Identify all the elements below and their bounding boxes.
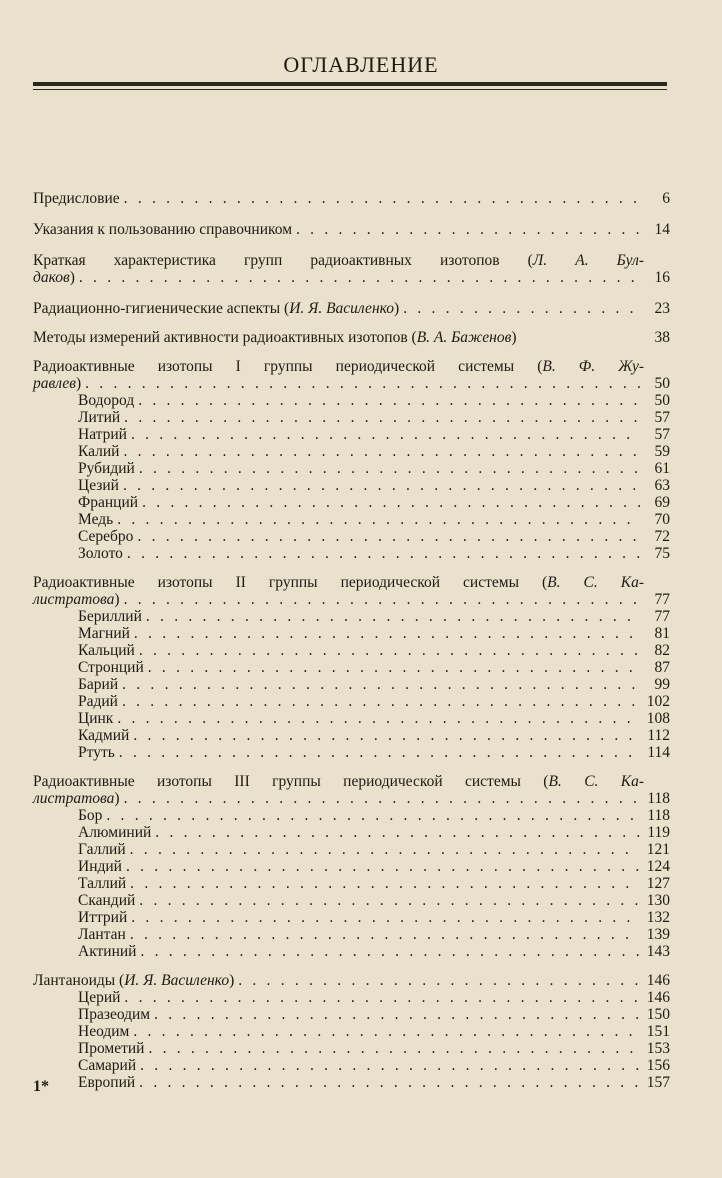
toc-entry-title-line1: Радиоактивные изотопы I группы периодической системы (В. Ф. Жу-: [33, 358, 645, 375]
toc-entry-usage-notes[interactable]: [33, 221, 670, 238]
toc-entry-group-1[interactable]: [33, 358, 670, 562]
page-number: 118: [647, 790, 670, 807]
toc-entry-group-2[interactable]: [33, 574, 670, 761]
subentry-list: [33, 392, 670, 562]
toc-subentry[interactable]: Таллий . . . 127: [33, 875, 670, 892]
toc-subentry[interactable]: Галлий . . . 121: [33, 841, 670, 858]
table-of-contents: [33, 190, 670, 1091]
toc-subentry[interactable]: Кадмий . . . 112: [33, 727, 670, 744]
toc-entry-preface[interactable]: [33, 190, 670, 207]
toc-entry-title: Радиационно-гигиенические аспекты (И. Я. Василенко): [33, 300, 400, 317]
leader-dots: [85, 375, 640, 392]
page-number: 14: [654, 221, 670, 238]
toc-subentry[interactable]: Бор . . . 118: [33, 807, 670, 824]
toc-entry-title-line2: листратова): [33, 591, 120, 608]
title-rule-thin: [33, 89, 667, 90]
page-number: 16: [654, 269, 670, 286]
page-number: 23: [654, 300, 670, 317]
toc-subentry[interactable]: Стронций . . . 87: [33, 659, 670, 676]
toc-entry-group-3[interactable]: [33, 773, 670, 960]
toc-subentry[interactable]: Калий . . . 59: [33, 443, 670, 460]
toc-subentry[interactable]: Франций . . . 69: [33, 494, 670, 511]
leader-dots: [79, 269, 640, 286]
toc-subentry[interactable]: Алюминий . . . 119: [33, 824, 670, 841]
toc-entry-title-line1: Радиоактивные изотопы II группы периодической системы (В. С. Ка-: [33, 574, 644, 591]
toc-entry-title: Лантаноиды (И. Я. Василенко): [33, 972, 235, 989]
leader-dots: [403, 300, 640, 317]
page-number: 146: [646, 972, 670, 989]
toc-subentry[interactable]: Празеодим . . . 150: [33, 1006, 670, 1023]
leader-dots: [124, 591, 640, 608]
toc-subentry[interactable]: Актиний . . . 143: [33, 943, 670, 960]
page-number: 77: [654, 591, 670, 608]
toc-entry-title: Указания к пользованию справочником: [33, 221, 293, 238]
page-number: 38: [654, 329, 670, 346]
toc-subentry[interactable]: Иттрий . . . 132: [33, 909, 670, 926]
toc-subentry[interactable]: Натрий . . . 57: [33, 426, 670, 443]
toc-entry-title-line2: листратова): [33, 790, 120, 807]
page-title: ОГЛАВЛЕНИЕ: [283, 52, 439, 77]
toc-subentry[interactable]: Цезий . . . 63: [33, 477, 670, 494]
toc-subentry[interactable]: Самарий . . . 156: [33, 1057, 670, 1074]
toc-subentry[interactable]: Барий . . . 99: [33, 676, 670, 693]
toc-subentry[interactable]: Магний . . . 81: [33, 625, 670, 642]
toc-subentry[interactable]: Индий . . . 124: [33, 858, 670, 875]
toc-subentry[interactable]: Цинк . . . 108: [33, 710, 670, 727]
toc-entry-title-line2: равлев): [33, 375, 82, 392]
leader-dots: [296, 221, 640, 238]
toc-entry-title-line2: даков): [33, 269, 75, 286]
page-number: 50: [654, 375, 670, 392]
toc-subentry[interactable]: Европий . . . 157: [33, 1074, 670, 1091]
toc-subentry[interactable]: Неодим . . . 151: [33, 1023, 670, 1040]
toc-subentry[interactable]: Литий . . . 57: [33, 409, 670, 426]
signature-mark: 1*: [33, 1078, 49, 1095]
toc-subentry[interactable]: Рубидий . . . 61: [33, 460, 670, 477]
toc-entry-isotope-groups[interactable]: [33, 252, 670, 286]
toc-entry-lanthanides[interactable]: [33, 972, 670, 1091]
leader-dots: [124, 790, 640, 807]
toc-subentry[interactable]: Кальций . . . 82: [33, 642, 670, 659]
leader-dots: [124, 190, 640, 207]
toc-subentry[interactable]: Церий . . . 146: [33, 989, 670, 1006]
toc-subentry[interactable]: Радий . . . 102: [33, 693, 670, 710]
toc-subentry[interactable]: Бериллий . . . 77: [33, 608, 670, 625]
subentry-list: [33, 807, 670, 960]
subentry-list: [33, 608, 670, 761]
leader-dots: [238, 972, 640, 989]
page-number: 6: [662, 190, 670, 207]
toc-entry-measurement-methods[interactable]: [33, 329, 670, 346]
title-rule-thick: [33, 82, 667, 86]
toc-entry-title: Методы измерений активности радиоактивных изотопов (В. А. Баженов): [33, 329, 517, 346]
toc-subentry[interactable]: Золото . . . 75: [33, 545, 670, 562]
subentry-list: [33, 989, 670, 1091]
toc-subentry[interactable]: Водород . . . 50: [33, 392, 670, 409]
toc-entry-title-line1: Радиоактивные изотопы III группы периодической системы (В. С. Ка-: [33, 773, 644, 790]
toc-subentry[interactable]: Скандий . . . 130: [33, 892, 670, 909]
toc-subentry[interactable]: Ртуть . . . 114: [33, 744, 670, 761]
toc-subentry[interactable]: Прометий . . . 153: [33, 1040, 670, 1057]
toc-entry-hygiene[interactable]: [33, 300, 670, 317]
toc-subentry[interactable]: Медь . . . 70: [33, 511, 670, 528]
toc-subentry[interactable]: Серебро . . . 72: [33, 528, 670, 545]
toc-subentry[interactable]: Лантан . . . 139: [33, 926, 670, 943]
toc-entry-title-line1: Краткая характеристика групп радиоактивных изотопов (Л. А. Бул-: [33, 252, 644, 269]
toc-entry-title: Предисловие: [33, 190, 120, 207]
